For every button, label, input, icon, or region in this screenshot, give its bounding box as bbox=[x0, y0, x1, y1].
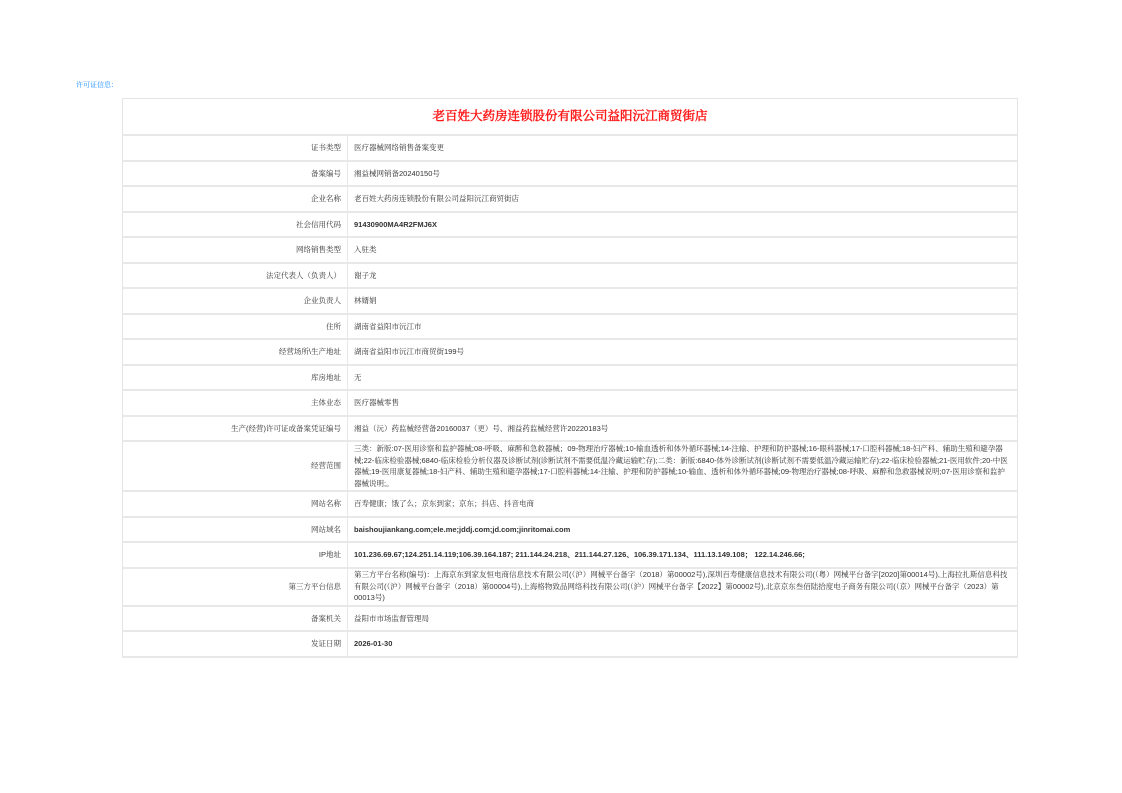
field-label: 第三方平台信息 bbox=[123, 568, 348, 606]
field-value: 第三方平台名称(编号)：上海京东到家友恒电商信息技术有限公司(（沪）网械平台备字（2018）第00002号),深圳百寿健康信息技术有限公司(（粤）网械平台备字[2020]第00014号),上海拉扎斯信息科技有限公司(（沪）网械平台备字（2018）第00004号),上海格物致品网络科技有限公司(（沪）网械平台备字【2022】第00002号),北京京东叁佰陆拾度电子商务有限公司(（京）网械平台备字（2023）第00013号) bbox=[348, 568, 1018, 606]
field-value: 医疗器械网络销售备案变更 bbox=[348, 135, 1018, 161]
table-row bbox=[123, 517, 1018, 543]
store-title: 老百姓大药房连锁股份有限公司益阳沅江商贸街店 bbox=[123, 99, 1018, 136]
table-row bbox=[123, 186, 1018, 212]
field-label: 住所 bbox=[123, 314, 348, 340]
field-value: 101.236.69.67;124.251.14.119;106.39.164.187; 211.144.24.218、211.144.27.126、106.39.171.134、111.13.149.108； 122.14.246.66; bbox=[348, 542, 1018, 568]
field-label: 备案机关 bbox=[123, 606, 348, 632]
field-value: 湖南省益阳市沅江市商贸街199号 bbox=[348, 339, 1018, 365]
field-label: 网络销售类型 bbox=[123, 237, 348, 263]
license-table bbox=[122, 98, 1018, 658]
field-value: 无 bbox=[348, 365, 1018, 391]
title-row bbox=[123, 99, 1018, 136]
table-row bbox=[123, 491, 1018, 517]
table-row bbox=[123, 263, 1018, 289]
table-row bbox=[123, 365, 1018, 391]
field-value: 医疗器械零售 bbox=[348, 390, 1018, 416]
field-value: 老百姓大药房连锁股份有限公司益阳沅江商贸街店 bbox=[348, 186, 1018, 212]
field-label: 企业负责人 bbox=[123, 288, 348, 314]
field-label: 主体业态 bbox=[123, 390, 348, 416]
table-row bbox=[123, 161, 1018, 187]
field-value: 入驻类 bbox=[348, 237, 1018, 263]
field-label: 网站名称 bbox=[123, 491, 348, 517]
table-row bbox=[123, 390, 1018, 416]
table-row bbox=[123, 606, 1018, 632]
field-label: 企业名称 bbox=[123, 186, 348, 212]
field-label: 网站域名 bbox=[123, 517, 348, 543]
field-label: 生产(经营)许可证或备案凭证编号 bbox=[123, 416, 348, 442]
table-row bbox=[123, 212, 1018, 238]
table-row bbox=[123, 135, 1018, 161]
field-label: 证书类型 bbox=[123, 135, 348, 161]
table-row bbox=[123, 314, 1018, 340]
field-value: 湘益械网销备20240150号 bbox=[348, 161, 1018, 187]
table-row bbox=[123, 441, 1018, 491]
field-label: IP地址 bbox=[123, 542, 348, 568]
field-value: 91430900MA4R2FMJ6X bbox=[348, 212, 1018, 238]
license-info-caption: 许可证信息： bbox=[76, 82, 118, 89]
table-row bbox=[123, 339, 1018, 365]
field-value: 湖南省益阳市沅江市 bbox=[348, 314, 1018, 340]
field-value: 林婿娟 bbox=[348, 288, 1018, 314]
field-label: 经营场所\生产地址 bbox=[123, 339, 348, 365]
field-value: 益阳市市场监督管理局 bbox=[348, 606, 1018, 632]
field-label: 库房地址 bbox=[123, 365, 348, 391]
table-row bbox=[123, 542, 1018, 568]
field-label: 备案编号 bbox=[123, 161, 348, 187]
field-value: 湘益（沅）药监械经营备20160037（更）号、湘益药监械经营许20220183号 bbox=[348, 416, 1018, 442]
field-label: 社会信用代码 bbox=[123, 212, 348, 238]
field-value: 谢子龙 bbox=[348, 263, 1018, 289]
field-label: 法定代表人（负责人） bbox=[123, 263, 348, 289]
table-row bbox=[123, 631, 1018, 657]
field-value: 2026-01-30 bbox=[348, 631, 1018, 657]
field-value: 三类：新版:07-医用诊察和监护器械;08-呼吸、麻醉和急救器械；09-物理治疗器械;10-输血透析和体外循环器械;14-注输、护理和防护器械;16-眼科器械;17-口腔科器械;18-妇产科、辅助生殖和避孕器械;22-临床检验器械;6840-临床检验分析仪器及诊断试剂(诊断试剂不需要低温冷藏运输贮存);二类：新版:6840-体外诊断试剂(诊断试剂不需要低温冷藏运输贮存);22-临床检验器械;21-医用软件;20-中医器械;19-医用康复器械;18-妇产科、辅助生殖和避孕器械;17-口腔科器械;14-注输、护理和防护器械;10-输血、透析和体外循环器械;09-物理治疗器械;08-呼吸、麻醉和急救器械说明;07-医用诊察和监护器械说明;。 bbox=[348, 441, 1018, 491]
table-row bbox=[123, 416, 1018, 442]
field-label: 发证日期 bbox=[123, 631, 348, 657]
field-value: baishoujiankang.com;ele.me;jddj.com;jd.com;jinritomai.com bbox=[348, 517, 1018, 543]
table-row bbox=[123, 568, 1018, 606]
field-label: 经营范围 bbox=[123, 441, 348, 491]
field-value: 百寿健康；饿了么；京东到家；京东；抖店、抖音电商 bbox=[348, 491, 1018, 517]
table-row bbox=[123, 288, 1018, 314]
table-row bbox=[123, 237, 1018, 263]
